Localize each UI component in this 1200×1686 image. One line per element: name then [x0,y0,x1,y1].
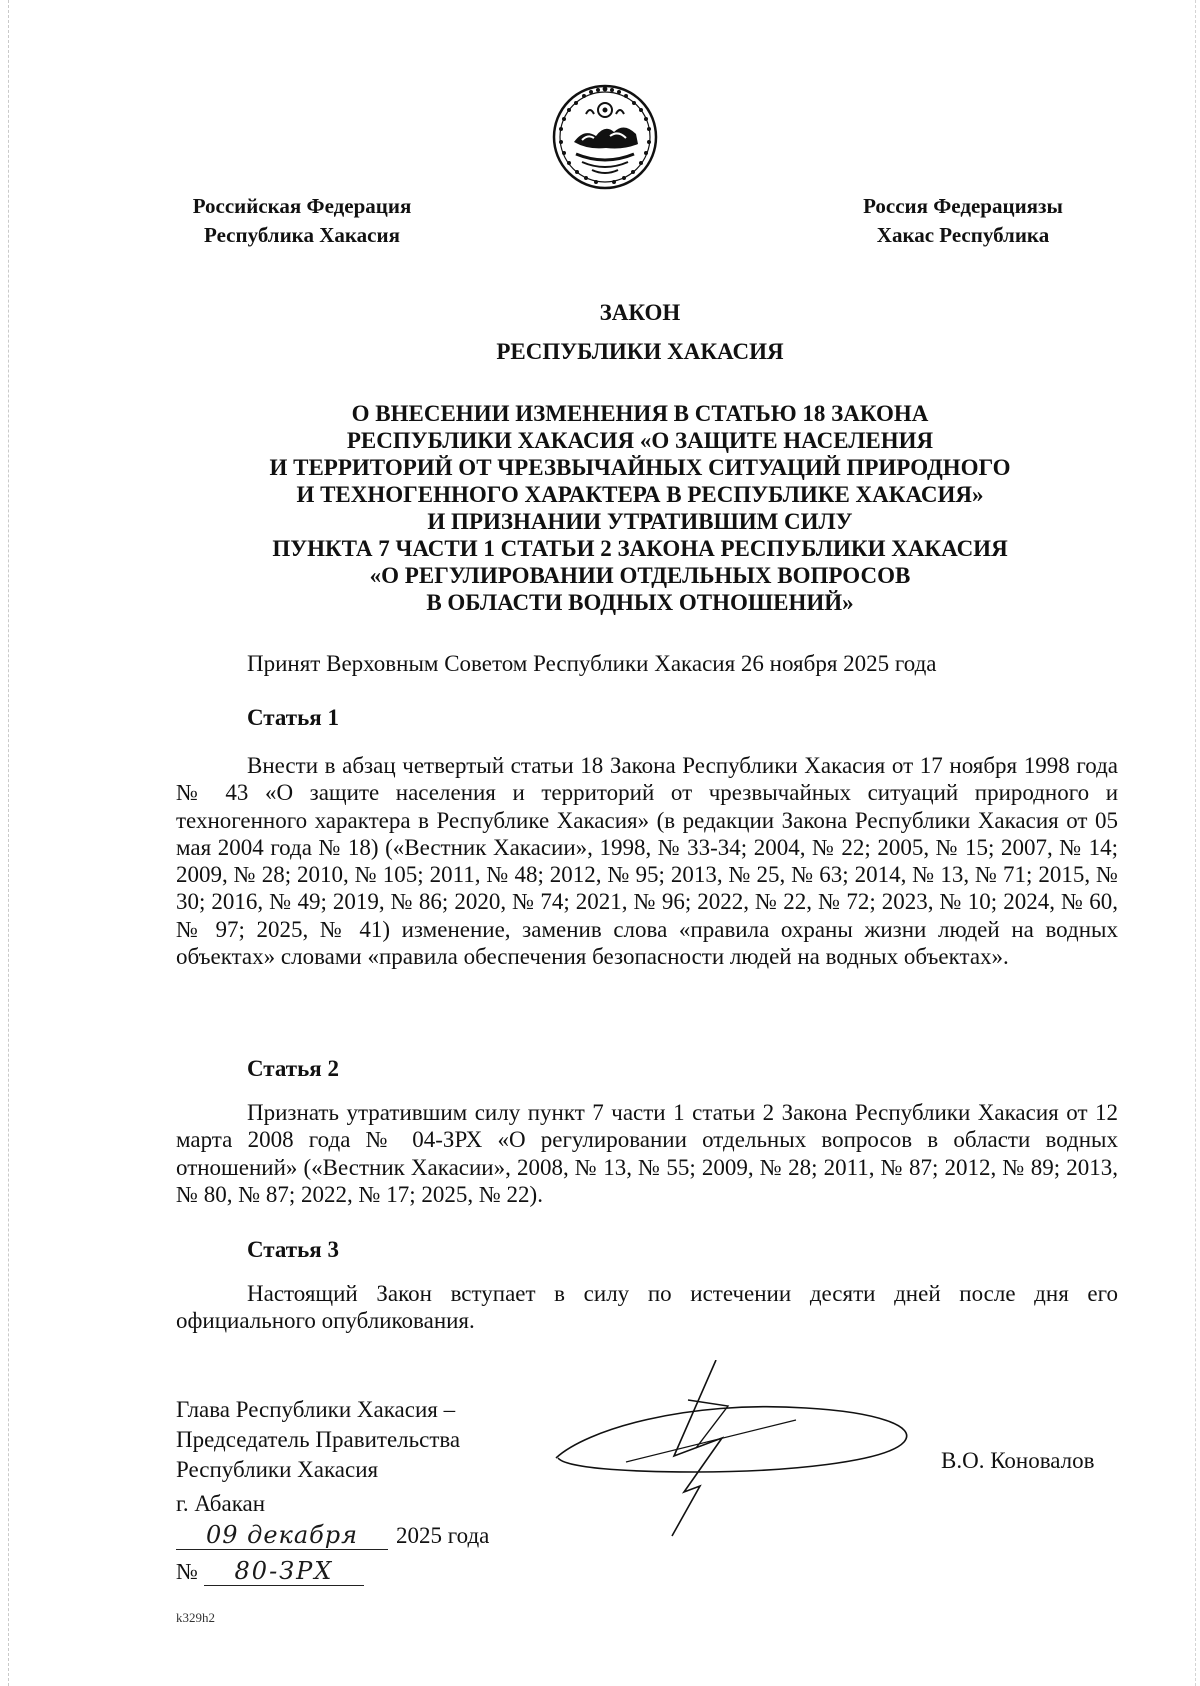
signatory-position-line: Республики Хакасия [176,1457,379,1482]
signatory-name: В.О. Коновалов [941,1448,1095,1473]
article-1-text: Внести в абзац четвертый статьи 18 Закона Республики Хакасия от 17 ноября 1998 года № 43 «О защите населения и территорий от чрезвычайных ситуаций природного и техногенного характера в Республике Хакасия» (в редакции Закона Республики Хакасия от 05 мая 2004 года № 18) («Вестник Хакасии», 1998, № 33-34; 2004, № 22; 2005, № 15; 2007, № 14; 2009, № 28; 2010, № 105; 2011, № 48; 2012, № 95; 2013, № 25, № 63; 2014, № 13, № 71; 2015, № 30; 2016, № 49; 2019, № 86; 2020, № 74; 2021, № 96; 2022, № 22, № 72; 2023, № 10; 2024, № 60, № 97; 2025, № 41) изменение, заменив слова «правила охраны жизни людей на водных объектах» словами «правила обеспечения безопасности людей на водных объектах». [176,753,1118,970]
header-right-line-1: Россия Федерациязы [863,194,1063,218]
law-heading: ЗАКОН [599,300,681,325]
article-3-text: Настоящий Закон вступает в силу по истечении десяти дней после дня его официального опубликования. [176,1281,1118,1334]
law-title-line: И ТЕХНОГЕННОГО ХАРАКТЕРА В РЕСПУБЛИКЕ ХАКАСИЯ» [296,482,984,507]
law-title-line: И ТЕРРИТОРИЙ ОТ ЧРЕЗВЫЧАЙНЫХ СИТУАЦИЙ ПРИРОДНОГО [269,455,1011,480]
handwritten-date: 09 декабря [176,1521,388,1550]
article-1-heading: Статья 1 [247,705,339,730]
signatory-position-line: Глава Республики Хакасия – [176,1397,456,1422]
law-subheading: РЕСПУБЛИКИ ХАКАСИЯ [496,339,784,364]
law-title-line: В ОБЛАСТИ ВОДНЫХ ОТНОШЕНИЙ» [426,590,854,615]
header-right-line-2: Хакас Республика [876,223,1050,247]
signatory-position [176,1395,460,1485]
article-2-heading: Статья 2 [247,1056,339,1081]
article-3-heading: Статья 3 [247,1237,339,1262]
signing-date [176,1521,489,1551]
law-title [160,400,1120,616]
header-left [168,192,436,250]
law-title-line: О ВНЕСЕНИИ ИЗМЕНЕНИЯ В СТАТЬЮ 18 ЗАКОНА [351,401,929,426]
law-number [176,1557,364,1587]
law-title-line: И ПРИЗНАНИИ УТРАТИВШИМ СИЛУ [427,509,853,534]
article-2-text: Признать утратившим силу пункт 7 части 1 статьи 2 Закона Республики Хакасия от 12 марта 2008 года № 04-ЗРХ «О регулировании отдельных вопросов в области водных отношений» («Вестник Хакасии», 2008, № 13, № 55; 2009, № 28; 2011, № 87; 2012, № 89; 2013, № 80, № 87; 2022, № 17; 2025, № 22). [176,1100,1118,1207]
place-of-signing: г. Абакан [176,1491,266,1516]
law-title-line: «О РЕГУЛИРОВАНИИ ОТДЕЛЬНЫХ ВОПРОСОВ [369,563,911,588]
scan-edge-right [1195,0,1196,1686]
adoption-note: Принят Верховным Советом Республики Хакасия 26 ноября 2025 года [247,651,937,676]
handwritten-number: 80-ЗРХ [204,1557,364,1586]
coat-of-arms-icon [552,84,658,190]
date-year: 2025 года [396,1523,490,1548]
header-right [838,192,1088,250]
handwritten-signature [546,1360,926,1550]
signatory-position-line: Председатель Правительства [176,1427,461,1452]
document-code: k329h2 [176,1610,215,1625]
header-left-line-1: Российская Федерация [192,194,412,218]
law-title-line: РЕСПУБЛИКИ ХАКАСИЯ «О ЗАЩИТЕ НАСЕЛЕНИЯ [346,428,934,453]
number-prefix: № [176,1559,198,1584]
scan-edge-left [8,0,9,1686]
law-title-line: ПУНКТА 7 ЧАСТИ 1 СТАТЬИ 2 ЗАКОНА РЕСПУБЛИКИ ХАКАСИЯ [272,536,1008,561]
header-left-line-2: Республика Хакасия [204,223,400,247]
